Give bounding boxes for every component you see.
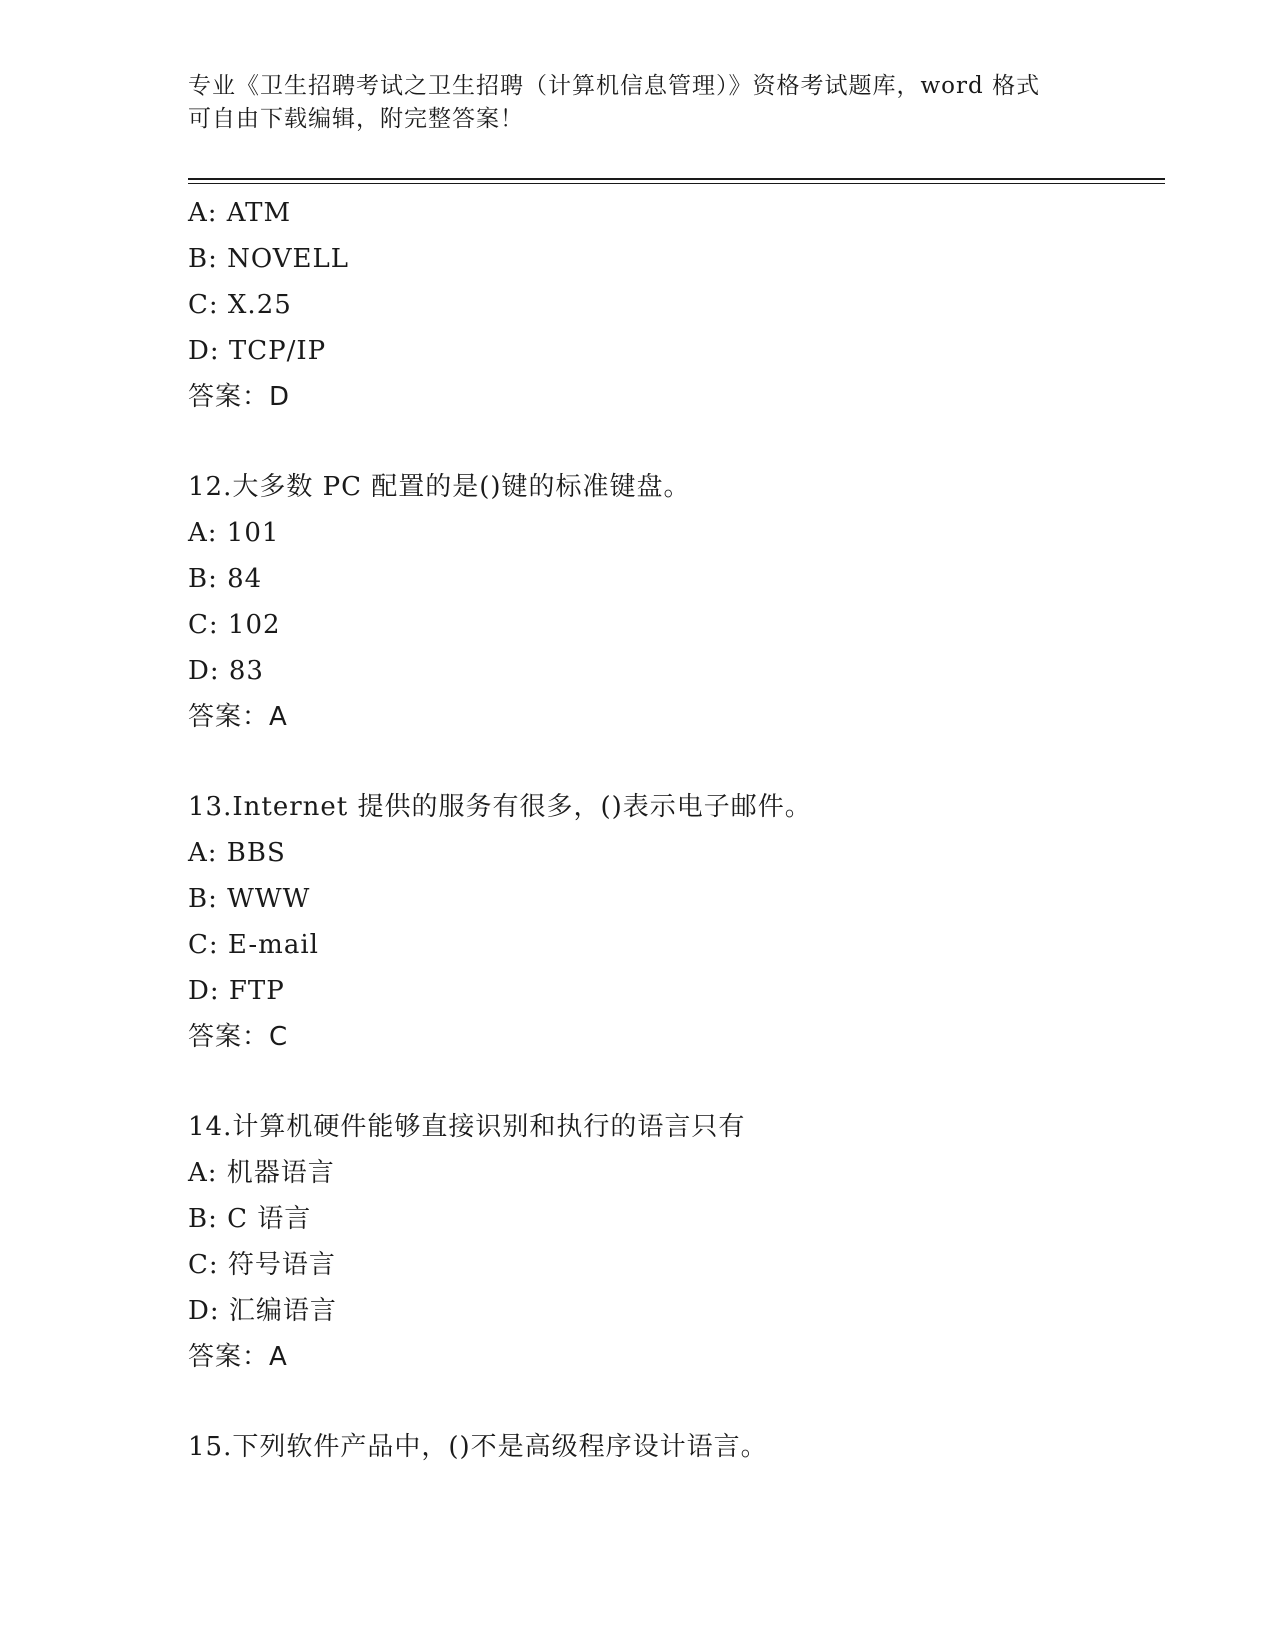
option-b: B: NOVELL (188, 244, 350, 274)
option-d: D: 汇编语言 (188, 1296, 337, 1326)
document-header (188, 70, 1088, 136)
answer-line: 答案：C (188, 1022, 289, 1052)
answer-line: 答案：A (188, 1342, 288, 1372)
question-text: 14.计算机硬件能够直接识别和执行的语言只有 (188, 1112, 746, 1142)
header-line-1: 专业《卫生招聘考试之卫生招聘（计算机信息管理）》资格考试题库，word 格式 (188, 73, 1041, 99)
option-a: A: BBS (188, 838, 286, 868)
question-list (188, 190, 1168, 1470)
option-c: C: 符号语言 (188, 1250, 336, 1280)
option-a: A: 机器语言 (188, 1158, 335, 1188)
answer-line: 答案：A (188, 702, 288, 732)
question-block-13 (188, 784, 1168, 1060)
question-text: 15.下列软件产品中，()不是高级程序设计语言。 (188, 1432, 768, 1462)
question-block-15 (188, 1424, 1168, 1470)
option-a: A: ATM (188, 198, 292, 228)
header-divider-thin (188, 183, 1165, 184)
question-block-12 (188, 464, 1168, 740)
option-d: D: 83 (188, 656, 264, 686)
option-c: C: X.25 (188, 290, 292, 320)
option-a: A: 101 (188, 518, 280, 548)
header-divider-thick (188, 178, 1165, 180)
option-b: B: WWW (188, 884, 311, 914)
option-c: C: E-mail (188, 930, 319, 960)
option-b: B: C 语言 (188, 1204, 312, 1234)
question-block-11 (188, 190, 1168, 420)
option-b: B: 84 (188, 564, 263, 594)
option-d: D: TCP/IP (188, 336, 327, 366)
question-text: 12.大多数 PC 配置的是()键的标准键盘。 (188, 472, 691, 502)
option-c: C: 102 (188, 610, 281, 640)
question-text: 13.Internet 提供的服务有很多，()表示电子邮件。 (188, 792, 812, 822)
question-block-14 (188, 1104, 1168, 1380)
header-line-2: 可自由下载编辑，附完整答案！ (188, 106, 524, 132)
answer-line: 答案：D (188, 382, 291, 412)
option-d: D: FTP (188, 976, 285, 1006)
